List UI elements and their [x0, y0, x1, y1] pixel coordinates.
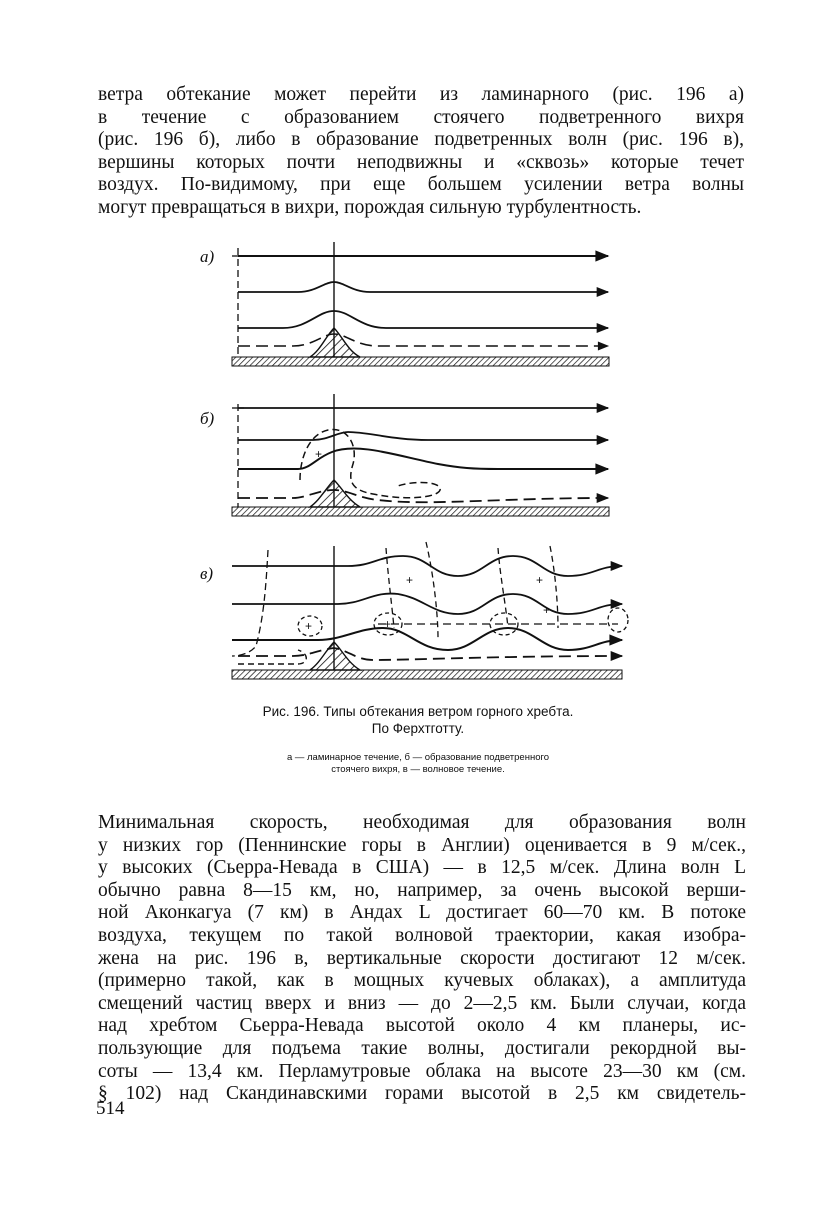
text-line: обычно равна 8—15 км, но, например, за очень высокой верши-: [98, 879, 746, 901]
vortex-plus-mark: +: [384, 617, 392, 631]
mountain-ridge: [310, 328, 360, 357]
wave-streamline: [232, 594, 622, 614]
rotor-return-flow: [238, 650, 306, 664]
panel-label-a: а): [200, 247, 215, 266]
ground-strip: [232, 670, 622, 679]
streamline-dashed: [238, 334, 608, 346]
vortex-plus-mark: +: [406, 573, 414, 587]
wave-streamline: [232, 628, 622, 650]
page-number: 514: [96, 1098, 125, 1119]
caption-note-line: а — ламинарное течение, б — образование подветренного: [286, 752, 550, 763]
text-line: в течение с образованием стоячего подветренного вихря: [98, 106, 744, 128]
text-line: § 102) над Скандинавскими горами высотой в 2,5 км свидетель-: [98, 1083, 746, 1105]
caption-line: По Ферхтготту.: [371, 721, 465, 736]
text-line: воздуха, текущем по такой волновой траектории, какая изобра-: [98, 924, 746, 946]
panel-a-laminar-flow: [200, 242, 609, 366]
rotor-vortex: [608, 608, 628, 632]
streamline: [238, 432, 608, 440]
caption-line: Рис. 196. Типы обтекания ветром горного хребта.: [262, 704, 574, 719]
text-line: ветра обтекание может перейти из ламинарного (рис. 196 а): [98, 84, 744, 105]
text-line: ной Аконкагуа (7 км) в Андах L достигает 60—70 км. В потоке: [98, 902, 746, 924]
ground-strip: [232, 357, 609, 366]
text-line: жена на рис. 196 в, вертикальные скорости достигают 12 м/сек.: [98, 947, 746, 969]
figure-caption: [198, 703, 638, 737]
text-line: могут превращаться в вихри, порождая сильную турбулентность.: [98, 196, 642, 218]
text-line: пользующие для подъема такие волны, достигали рекордной вы-: [98, 1037, 746, 1059]
panel-c-wave-flow: [200, 542, 628, 679]
caption-note-line: стоячего вихря, в — волновое течение.: [331, 764, 505, 775]
cloud-boundary: [386, 548, 394, 628]
streamline: [238, 449, 608, 469]
figure-caption-note: [198, 752, 638, 776]
vortex-plus-mark: +: [315, 447, 323, 461]
mountain-ridge: [310, 642, 360, 670]
cloud-boundary: [550, 546, 558, 628]
vortex-plus-mark: +: [305, 619, 313, 633]
figure-196-wind-flow-diagram: [198, 236, 638, 691]
panel-label-b: б): [200, 409, 215, 428]
text-line: вершины которых почти неподвижны и «сквозь» которые течет: [98, 151, 744, 173]
text-line: соты — 13,4 км. Перламутровые облака на высоте 23—30 км (см.: [98, 1060, 746, 1082]
body-paragraph-bottom: [98, 812, 746, 1106]
panel-label-c: в): [200, 564, 214, 583]
streamline-dashed: [238, 490, 608, 502]
vortex-plus-mark: +: [543, 603, 551, 617]
text-line: над хребтом Сьерра-Невада высотой около 4 км планеры, ис-: [98, 1015, 746, 1037]
vortex-plus-mark: +: [536, 573, 544, 587]
text-line: воздух. По-видимому, при еще большем усилении ветра волны: [98, 174, 744, 196]
text-line: у высоких (Сьерра-Невада в США) — в 12,5 м/сек. Длина волн L: [98, 857, 746, 879]
streamline: [238, 311, 608, 328]
text-line: у низких гор (Пеннинские горы в Англии) оценивается в 9 м/сек.,: [98, 834, 746, 856]
panel-b-lee-vortex: [200, 394, 609, 516]
body-paragraph-top: [98, 84, 744, 220]
wave-streamline: [232, 556, 622, 576]
ground-strip: [232, 507, 609, 516]
streamline: [238, 282, 608, 292]
text-line: (рис. 196 б), либо в образование подветренных волн (рис. 196 в),: [98, 129, 744, 151]
text-line: Минимальная скорость, необходимая для образования волн: [98, 812, 746, 833]
cloud-boundary: [498, 548, 508, 628]
text-line: (примерно такой, как в мощных кучевых облаках), а амплитуда: [98, 970, 746, 992]
text-line: смещений частиц вверх и вниз — до 2—2,5 км. Были случаи, когда: [98, 992, 746, 1014]
